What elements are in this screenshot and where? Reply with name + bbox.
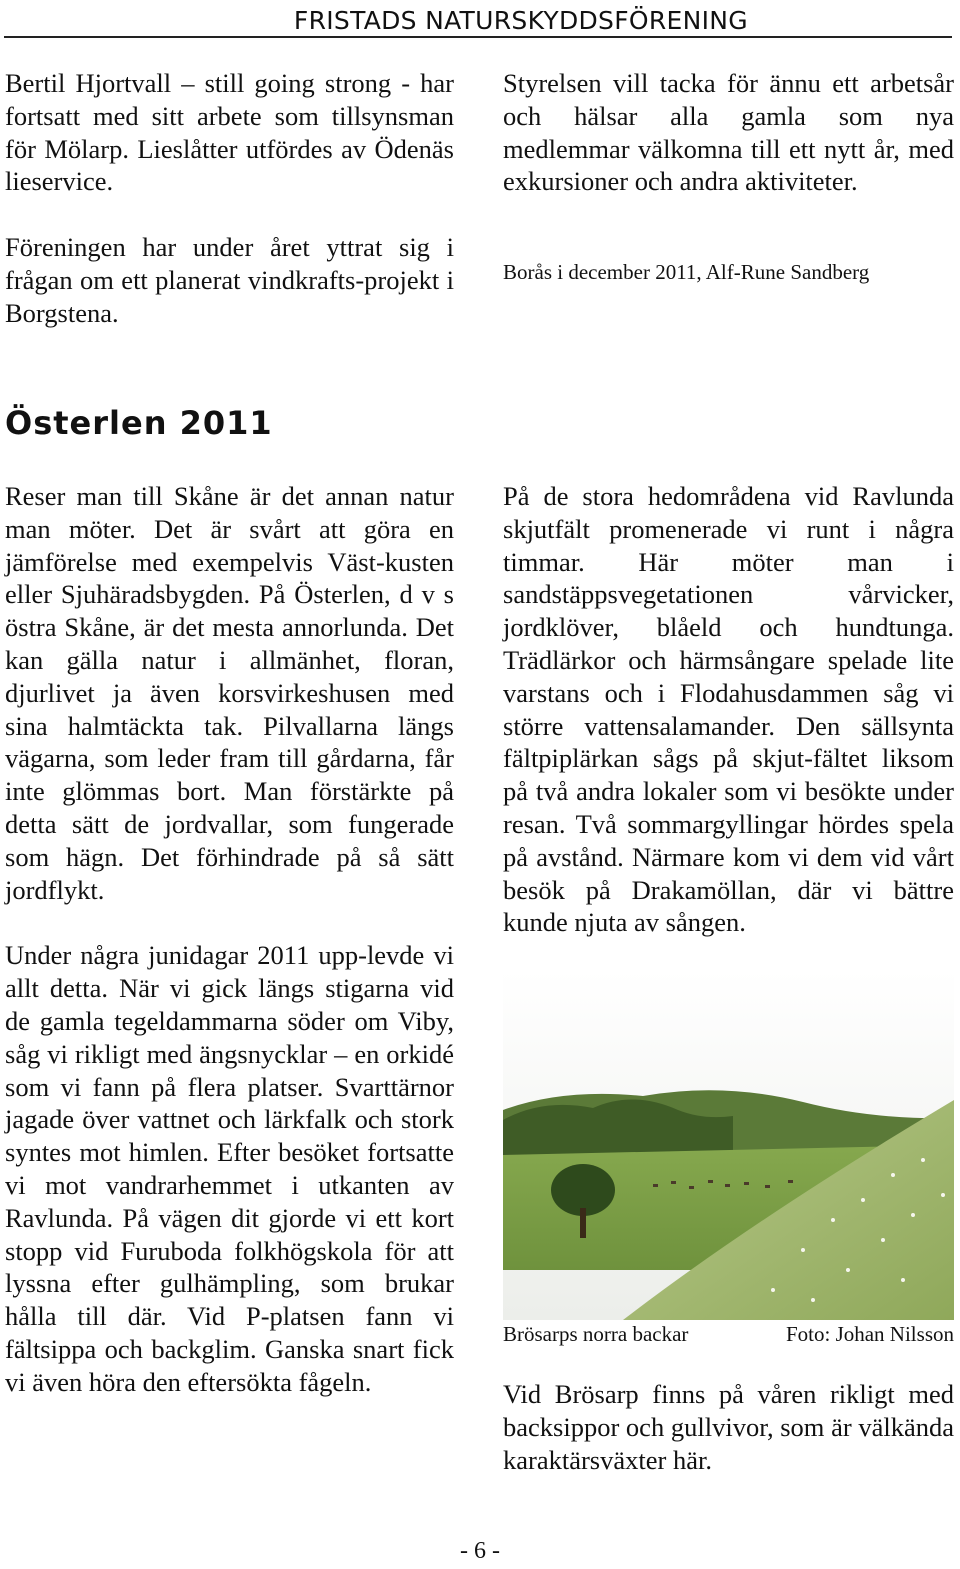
intro-paragraph: Föreningen har under året yttrat sig i frågan om ett planerat vindkrafts-projekt i Borgstena. xyxy=(5,232,454,328)
board-thanks-paragraph: Styrelsen vill tacka för ännu ett arbetsår och hälsar alla gamla som nya medlemmar välkomna till ett nytt år, med exkursioner och andra aktiviteter. xyxy=(503,68,954,197)
after-photo-paragraph: Vid Brösarp finns på våren rikligt med backsippor och gullvivor, som är välkända karaktärsväxter här. xyxy=(503,1379,954,1475)
intro-paragraph: Bertil Hjortvall – still going strong - har fortsatt med sitt arbete som tillsynsman för Mölarp. Lieslåtter utfördes av Ödenäs lieservice. xyxy=(5,68,454,197)
page-number: - 6 - xyxy=(460,1538,500,1564)
article-heading: Österlen 2011 xyxy=(5,404,273,442)
photo-illustration xyxy=(503,970,954,1320)
photo-caption-text: Brösarps norra backar xyxy=(503,1322,689,1346)
article-left-column xyxy=(5,480,454,1399)
photo-credit: Foto: Johan Nilsson xyxy=(785,1322,954,1346)
article-right-column xyxy=(503,480,954,939)
signature-line: Borås i december 2011, Alf-Rune Sandberg xyxy=(503,260,870,285)
article-paragraph: På de stora hedområdena vid Ravlunda skjutfält promenerade vi runt i några timmar. Här möter man i sandstäppsvegetationen vårvicker, jordklöver, blåeld och hundtunga. Trädlärkor och härmsångare spelade lite varstans och i Flodahusdammen såg vi större vattensalamander. Den sällsynta fältpiplärkan sågs på skjut-fältet liksom på två andra lokaler som vi besökte under resan. Två sommargyllingar hördes spela på avstånd. Närmare kom vi dem vid vårt besök på Drakamöllan, där vi bättre kunde njuta av sången. xyxy=(503,481,954,938)
landscape-photo xyxy=(503,970,954,1320)
article-paragraph: Under några junidagar 2011 upp-levde vi allt detta. När vi gick längs stigarna vid de gamla tegeldammarna söder om Viby, såg vi rikligt med ängsnycklar – en orkidé som vi fann på flera platser. Svarttärnor jagade över vattnet och lärkfalk och stork syntes mot himlen. Efter besöket fortsatte vi mot vandrarhemmet i utkanten av Ravlunda. På vägen dit gjorde vi ett kort stopp vid Furuboda folkhögskola för att lyssna efter gulhämpling, som brukar hålla till där. Vid P-platsen fann vi fältsippa och backglim. Ganska snart fick vi även höra den eftersökta fågeln. xyxy=(5,940,454,1397)
photo-caption xyxy=(503,1321,954,1347)
header-title: FRISTADS NATURSKYDDSFÖRENING xyxy=(293,6,748,35)
intro-right-column xyxy=(503,67,954,284)
article-paragraph: Reser man till Skåne är det annan natur man möter. Det är svårt att göra en jämförelse med exempelvis Väst-kusten eller Sjuhäradsbygden. På Österlen, d v s östra Skåne, är det mesta annorlunda. Det kan gälla natur i allmänhet, floran, djurlivet ja även korsvirkeshusen med sina halmtäckta tak. Pilvallarna längs vägarna, som leder fram till gårdarna, får inte glömmas bort. Man förstärkte på detta sätt de jordvallar, som fungerade som hägn. Det förhindrade på så sätt jordflykt. xyxy=(5,481,454,905)
intro-left-column xyxy=(5,67,454,330)
page-header xyxy=(4,2,952,38)
